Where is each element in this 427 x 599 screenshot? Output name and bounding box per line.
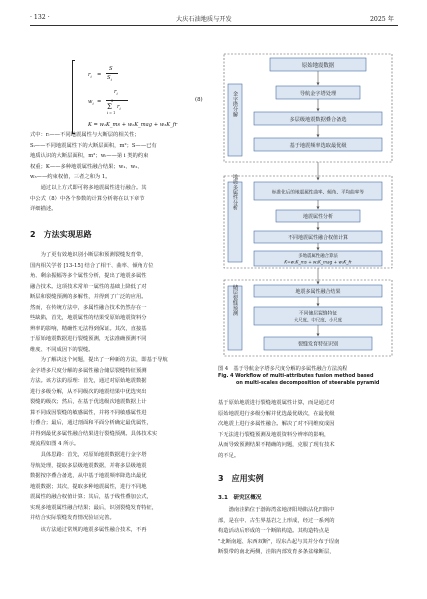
figure-caption bbox=[218, 366, 398, 388]
workflow-flowchart bbox=[218, 52, 398, 362]
box-fusion-result-label: 地震多属性融合结果 bbox=[295, 289, 341, 296]
header-year: 2025 年 bbox=[370, 16, 394, 23]
equation-number: (8) bbox=[195, 97, 203, 103]
eq1-equals: = bbox=[97, 72, 102, 78]
equation-brace bbox=[72, 60, 75, 134]
eq2-equals: = bbox=[97, 99, 102, 105]
paragraph-fusion-note: 通过以上方式即可将多地震属性进行融合。其 中公式（8）中各个参数的计算分析将在以下章节 详细描述。 bbox=[30, 185, 147, 212]
eq2-sum-bottom: i = 1 bbox=[107, 111, 116, 115]
side-label-attributes: 地震多属性分析 bbox=[232, 173, 238, 211]
eq2-fraction-bar bbox=[106, 100, 128, 101]
paragraph-background: 为了更有效地识别小断层和预测裂缝发育带， 国内相关学者 [13-15] 结合了相干、曲率、倾角方位 角、剩余振幅等多个属性分析，提出了地震多属性 融合技术。这项技术常单一属性的基础上降低了对 断层和裂缝预测的多解性，并得到了广泛的应用。 然而，在传统方法中，多属性融合技术仍然存在一 些缺陷，首先，地震属性的结果受原始地震资料分 辨率的影响，精确性无法得到保证。其次，直接基 于原始地震数据进行裂缝预测，无法准确预测不同 维度、不同成因下的裂缝。 bbox=[30, 252, 154, 353]
paragraph-study-area: 渤南洼陷位于渤海湾盆地济阳坳陷沾化凹陷中 部，是在中、古生界基岩之上形成，经过一系列的 构造活动后形成的一个断陷构造。其构造特点是 "北断南超、东西双断"，埕东凸起与其并分布于埕南 断裂带的南北两侧，洼陷内部发育多条盆缘断层， bbox=[218, 507, 340, 555]
paragraph-method-principle: 为了解决这个问题，提出了一种新的方法，即基于导航 金字塔多尺度分解的多属性融合储层裂缝特征预测 方法。该方法的原理：首先，通过对原始地震数据 进行多级分解，从不同级次的地震结果中优选突出 裂缝的级次；然后，在基于优选级次地震数据上计 算不同成因裂缝的敏感属性，并将不同敏感属性进 行叠合；最后，通过剖面和平面分析确定最优属性， 并得到最优多属性融合结果进行裂缝预测。具体技术实 现流程如图 4 所示。 bbox=[30, 357, 168, 447]
box-fracture-identification-label: 裂缝发育特征识别 bbox=[297, 341, 339, 348]
box-optimal-level-label: 基于地震频率选取最优级 bbox=[289, 142, 347, 149]
paragraph-method-summary: 基于原始地震进行裂缝地震属性计算，而是通过对 原始地震进行多级分解并优选最优级次，在最优级 次地震上进行多属性融合。解决了对不同维度成因 下无法进行裂缝预测及地震资料分辨率的影响， 从而导致预测结果不精确的问题，克服了现有技术 的不足。 bbox=[218, 400, 335, 459]
eq2-denominator: $r_i$ bbox=[117, 104, 121, 112]
side-label-pyramid: 金字塔分解 bbox=[232, 91, 238, 117]
page-number: · 132 · bbox=[30, 14, 50, 21]
eq1-denominator: $S_i$ bbox=[107, 75, 112, 83]
box-multilevel-stack-label: 多层级地震数据叠合备选 bbox=[289, 116, 347, 123]
paragraph-method-advantage: 该方法通过常规的地震多属性融合技术，不再 bbox=[40, 527, 147, 533]
box-fusion-formula: K=w₁K_ms + w₂K_mag + w₃K_fr bbox=[284, 259, 352, 265]
box-normalized-attributes-label: 标准化后的地震属性曲率、倾角、平均曲率等 bbox=[272, 190, 364, 196]
box-raw-seismic-label: 原始地震数据 bbox=[301, 62, 335, 69]
eq2-sum-top: 3 bbox=[111, 99, 114, 103]
side-label-prediction: 储层裂缝预测 bbox=[232, 284, 238, 316]
box-attribute-analysis-label: 地震属性分析 bbox=[302, 214, 334, 221]
paragraph-specific-steps: 具体思路：首先，对原始地震数据进行金字塔 导航处理，提取多层级地震数据，并将多层级地震 数据按序叠合备选，从中基于地震频率降选出最优 地震数据；其次，提取多种地震属性，进行不同地 震属性的融合权值计算；其后，基于线性叠加公式， 实现多地震属性融合结果；最后，识别裂缝发育特征， 并结合实际裂缝发育情况验证完善。 bbox=[30, 452, 158, 521]
header-rule bbox=[30, 25, 398, 26]
figure-caption-cn: 图 4 基于导航金字塔多尺度分解的多属性融合方法流程 bbox=[218, 366, 348, 372]
box-fracture-characteristics-label: 不同储层裂缝特征 bbox=[298, 311, 338, 317]
eq3: K = w₁K_ms + w₂K_mag + w₃K_fr bbox=[88, 122, 178, 128]
section-2-heading: 2 方法实现思路 bbox=[30, 230, 92, 239]
box-fracture-scales-label: 大尺度、中尺度、小尺度 bbox=[293, 318, 343, 324]
box-fusion-algorithm-label: 多地震属性融合算法 bbox=[298, 254, 338, 259]
section-3-heading: 3 应用实例 bbox=[218, 474, 264, 483]
section-3-1-heading: 3.1 研究区概况 bbox=[218, 495, 262, 501]
eq1-numerator: S bbox=[109, 66, 113, 72]
eq2-lhs: $w_i$ bbox=[88, 99, 94, 107]
eq1-lhs: $r_i$ bbox=[88, 72, 92, 80]
eq2-numerator: $r_i$ bbox=[114, 89, 118, 97]
equation-explanation: 式中：rᵢ——不同地震属性与大断层的相关性； Sᵢ——不同地震属性下的大断层面积，m²；S——已有 地质认识的大断层面积，m²；wᵢ——第 i 类的约束 权重；K——多种地震属性融合结果；w₁、w₂、 w₃——约束权值，三者之和为 1。 bbox=[30, 132, 157, 180]
box-weight-calculation-label: 不同地震属性融合权值计算 bbox=[287, 235, 349, 242]
box-steerable-pyramid-label: 导航金字塔处理 bbox=[299, 90, 337, 97]
figure-caption-en-1: Fig. 4 Workflow of multi-attributes fusion method based bbox=[218, 373, 374, 380]
figure-caption-en-2: on multi-scales decomposition of steerable pyramid bbox=[236, 380, 380, 387]
eq1-fraction-bar bbox=[106, 73, 118, 74]
journal-name: 大庆石油地质与开发 bbox=[176, 16, 232, 23]
eq2-sigma: Σ bbox=[107, 103, 112, 111]
